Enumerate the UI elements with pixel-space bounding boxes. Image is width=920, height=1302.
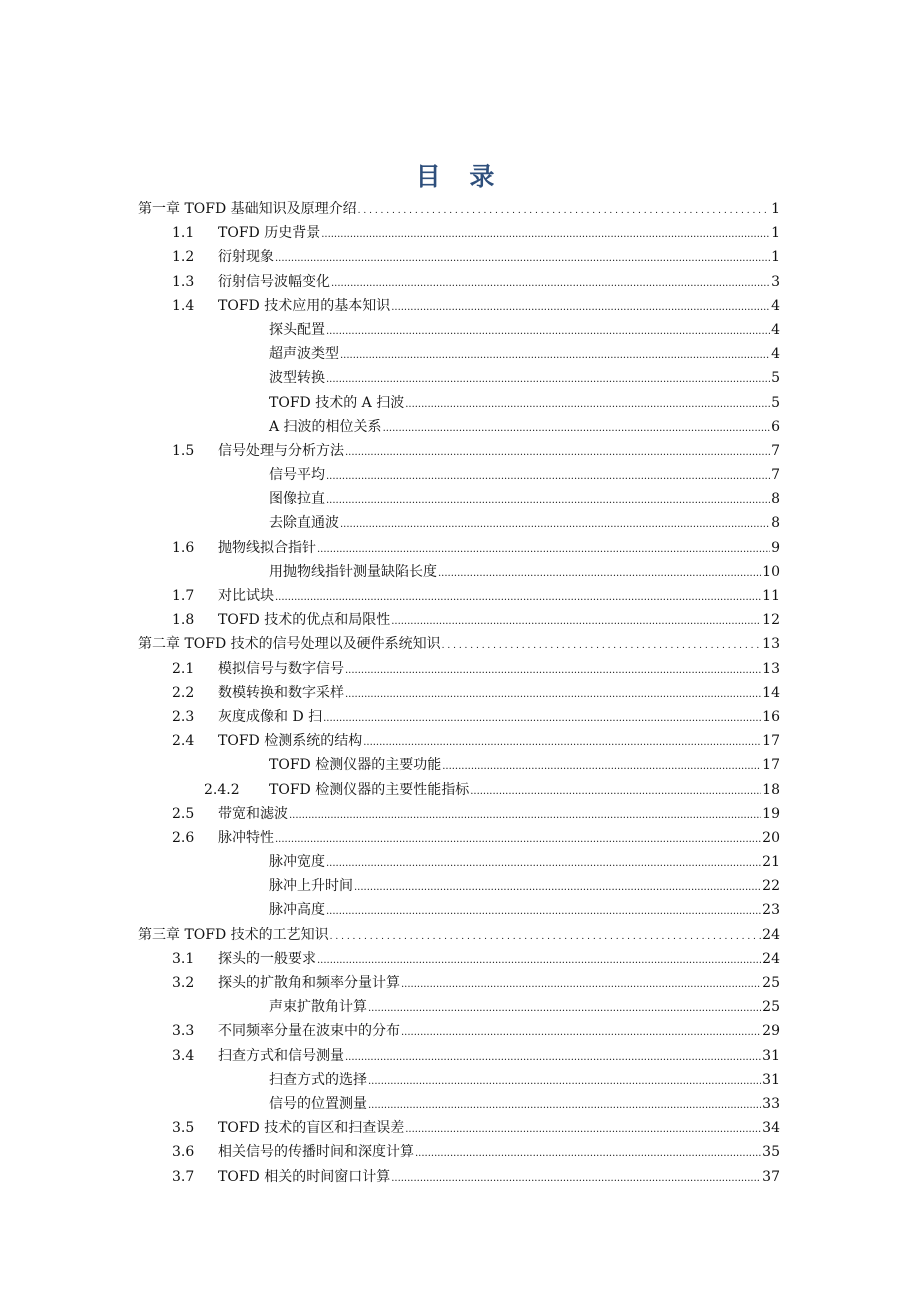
toc-entry[interactable] [138, 391, 780, 415]
toc-leader-dots [340, 511, 770, 537]
toc-entry[interactable] [138, 1140, 780, 1164]
toc-entry-page: 13 [762, 660, 780, 677]
toc-entry[interactable] [138, 1068, 780, 1092]
toc-entry-page: 17 [762, 733, 780, 750]
toc-leader-dots [442, 632, 762, 658]
toc-leader-dots [326, 898, 761, 924]
toc-entry-number: 2.4.2 [204, 781, 240, 798]
toc-entry[interactable] [138, 1116, 780, 1140]
toc-entry-title: TOFD 技术的优点和局限性 [218, 612, 391, 629]
toc-leader-dots [368, 995, 761, 1021]
toc-entry-title: TOFD 相关的时间窗口计算 [218, 1168, 391, 1185]
toc-entry-title: 图像拉直 [269, 491, 325, 508]
toc-entry[interactable] [138, 923, 780, 947]
toc-entry-page: 13 [762, 636, 780, 653]
toc-entry[interactable] [138, 705, 780, 729]
toc-entry-title: TOFD 检测仪器的主要功能 [269, 757, 442, 774]
toc-leader-dots [326, 318, 770, 344]
toc-leader-dots [289, 802, 761, 828]
table-of-contents [138, 197, 780, 1189]
toc-entry[interactable] [138, 874, 780, 898]
toc-entry-page: 6 [771, 418, 780, 435]
toc-entry-title: 用抛物线指针测量缺陷长度 [269, 563, 437, 580]
toc-leader-dots [317, 536, 770, 562]
toc-leader-dots [275, 584, 761, 610]
toc-entry[interactable] [138, 439, 780, 463]
toc-entry-page: 21 [762, 854, 780, 871]
toc-entry-page: 31 [762, 1071, 780, 1088]
toc-entry-page: 29 [762, 1023, 780, 1040]
toc-leader-dots [330, 923, 762, 949]
toc-entry[interactable] [138, 487, 780, 511]
toc-entry-title: 探头的一般要求 [218, 950, 316, 967]
toc-entry-number: 3.3 [172, 1023, 195, 1040]
toc-leader-dots [331, 270, 770, 296]
toc-entry-number: 1.6 [172, 539, 195, 556]
toc-entry[interactable] [138, 197, 780, 221]
toc-entry[interactable] [138, 826, 780, 850]
toc-entry-page: 12 [762, 612, 780, 629]
toc-entry-page: 9 [771, 539, 780, 556]
toc-entry-page: 22 [762, 878, 780, 895]
toc-entry[interactable] [138, 608, 780, 632]
toc-leader-dots [391, 294, 770, 320]
toc-entry-page: 19 [762, 805, 780, 822]
toc-leader-dots [345, 657, 761, 683]
toc-entry-number: 1.7 [172, 588, 195, 604]
toc-leader-dots [345, 1044, 761, 1070]
toc-leader-dots [405, 1116, 761, 1142]
toc-entry[interactable] [138, 778, 780, 802]
toc-leader-dots [438, 560, 761, 586]
toc-entry-title: 波型转换 [269, 370, 325, 387]
toc-entry-title: 第三章 TOFD 技术的工艺知识 [138, 926, 329, 943]
toc-leader-dots [354, 874, 761, 900]
toc-leader-dots [345, 439, 770, 465]
toc-entry-page: 3 [771, 273, 780, 290]
toc-entry-title: 信号的位置测量 [269, 1095, 367, 1112]
toc-entry-title: 对比试块 [218, 588, 274, 604]
toc-entry[interactable] [138, 560, 780, 584]
toc-entry[interactable] [138, 681, 780, 705]
toc-entry-page: 25 [762, 975, 780, 991]
toc-leader-dots [345, 681, 761, 707]
toc-entry-title: TOFD 检测仪器的主要性能指标 [269, 781, 470, 798]
toc-entry[interactable] [138, 463, 780, 487]
toc-entry[interactable] [138, 318, 780, 342]
toc-entry[interactable] [138, 657, 780, 681]
toc-entry-page: 11 [762, 588, 780, 604]
toc-entry-number: 3.4 [172, 1047, 195, 1064]
toc-leader-dots [317, 947, 761, 973]
toc-entry[interactable] [138, 294, 780, 318]
toc-entry-page: 25 [762, 999, 780, 1016]
toc-entry-number: 1.3 [172, 273, 195, 290]
toc-entry-title: 探头的扩散角和频率分量计算 [218, 975, 400, 991]
toc-leader-dots [470, 778, 761, 804]
toc-entry-number: 3.7 [172, 1168, 195, 1185]
toc-entry-page: 4 [771, 346, 780, 363]
toc-entry[interactable] [138, 270, 780, 294]
toc-entry-page: 5 [771, 370, 780, 387]
toc-entry-title: 去除直通波 [269, 515, 339, 532]
toc-leader-dots [442, 753, 761, 779]
toc-entry-title: 相关信号的传播时间和深度计算 [218, 1144, 414, 1161]
toc-entry-title: TOFD 历史背景 [218, 225, 321, 242]
toc-entry[interactable] [138, 753, 780, 777]
toc-entry-number: 2.2 [172, 684, 195, 701]
toc-entry-title: 模拟信号与数字信号 [218, 660, 344, 677]
toc-entry-title: 脉冲宽度 [269, 854, 325, 871]
toc-entry-number: 3.6 [172, 1144, 195, 1161]
toc-entry-page: 1 [771, 249, 780, 266]
toc-entry-page: 14 [762, 684, 780, 701]
toc-leader-dots [321, 221, 770, 247]
toc-entry-title: TOFD 技术应用的基本知识 [218, 297, 391, 314]
toc-entry[interactable] [138, 415, 780, 439]
toc-entry[interactable] [138, 342, 780, 366]
toc-entry[interactable] [138, 221, 780, 245]
toc-title: 目 录 [415, 162, 505, 191]
toc-entry-number: 1.2 [172, 249, 195, 266]
toc-entry-number: 3.2 [172, 975, 195, 991]
toc-entry-page: 33 [762, 1095, 780, 1112]
toc-entry-page: 16 [762, 708, 780, 725]
toc-entry[interactable] [138, 947, 780, 971]
toc-entry-page: 4 [771, 321, 780, 338]
toc-entry-number: 1.1 [172, 225, 195, 242]
toc-entry-title: 扫查方式的选择 [269, 1071, 367, 1088]
toc-leader-dots [363, 729, 761, 755]
toc-entry-title: TOFD 技术的 A 扫波 [269, 394, 405, 411]
toc-entry[interactable] [138, 536, 780, 560]
toc-entry-number: 3.5 [172, 1120, 195, 1137]
toc-entry-page: 4 [771, 297, 780, 314]
toc-leader-dots [401, 1019, 761, 1045]
toc-entry-page: 8 [771, 491, 780, 508]
toc-entry-page: 8 [771, 515, 780, 532]
toc-entry-title: 衍射信号波幅变化 [218, 273, 330, 290]
toc-entry[interactable] [138, 584, 780, 608]
toc-entry[interactable] [138, 729, 780, 753]
toc-entry-number: 2.4 [172, 733, 195, 750]
toc-entry-page: 10 [762, 563, 780, 580]
toc-entry[interactable] [138, 632, 780, 656]
toc-leader-dots [368, 1092, 761, 1118]
toc-leader-dots [368, 1068, 761, 1094]
toc-entry[interactable] [138, 971, 780, 995]
toc-entry-number: 2.5 [172, 805, 195, 822]
toc-entry-page: 24 [762, 926, 780, 943]
toc-entry-title: 脉冲高度 [269, 902, 325, 919]
toc-entry-page: 18 [762, 781, 780, 798]
toc-entry-title: 不同频率分量在波束中的分布 [218, 1023, 400, 1040]
toc-entry-title: A 扫波的相位关系 [269, 418, 382, 435]
toc-entry-title: 探头配置 [269, 321, 325, 338]
toc-entry[interactable] [138, 1044, 780, 1068]
toc-leader-dots [391, 608, 761, 634]
toc-entry-title: 信号处理与分析方法 [218, 442, 344, 459]
toc-entry-page: 7 [771, 467, 780, 484]
toc-entry[interactable] [138, 995, 780, 1019]
toc-leader-dots [415, 1140, 761, 1166]
toc-entry-page: 20 [762, 829, 780, 846]
toc-entry-title: 抛物线拟合指针 [218, 539, 316, 556]
toc-entry-page: 37 [762, 1168, 780, 1185]
toc-leader-dots [326, 366, 770, 392]
toc-entry[interactable] [138, 802, 780, 826]
toc-leader-dots [340, 342, 770, 368]
toc-entry-number: 1.8 [172, 612, 195, 629]
toc-leader-dots [405, 391, 770, 417]
toc-entry-page: 1 [771, 201, 780, 217]
toc-leader-dots [326, 487, 770, 513]
toc-entry-title: TOFD 技术的盲区和扫查误差 [218, 1120, 405, 1137]
toc-leader-dots [323, 705, 761, 731]
toc-entry-page: 17 [762, 757, 780, 774]
toc-leader-dots [326, 850, 761, 876]
toc-entry-title: TOFD 检测系统的结构 [218, 733, 363, 750]
toc-entry-page: 1 [771, 225, 780, 242]
toc-entry-title: 脉冲特性 [218, 829, 274, 846]
toc-entry-title: 数模转换和数字采样 [218, 684, 344, 701]
toc-leader-dots [275, 245, 770, 271]
toc-entry-page: 35 [762, 1144, 780, 1161]
toc-leader-dots [383, 415, 771, 441]
toc-entry-number: 2.1 [172, 660, 195, 677]
toc-entry-page: 5 [771, 394, 780, 411]
toc-entry-title: 信号平均 [269, 467, 325, 484]
toc-entry-number: 2.3 [172, 708, 195, 725]
toc-leader-dots [275, 826, 761, 852]
toc-entry-page: 24 [762, 950, 780, 967]
toc-entry-page: 34 [762, 1120, 780, 1137]
toc-leader-dots [401, 971, 761, 997]
toc-entry-page: 31 [762, 1047, 780, 1064]
toc-entry-title: 衍射现象 [218, 249, 274, 266]
toc-entry[interactable] [138, 1092, 780, 1116]
toc-entry[interactable] [138, 1019, 780, 1043]
toc-entry-number: 2.6 [172, 829, 195, 846]
toc-leader-dots [358, 197, 770, 223]
toc-entry-number: 1.4 [172, 297, 195, 314]
toc-entry[interactable] [138, 245, 780, 269]
toc-entry-page: 23 [762, 902, 780, 919]
toc-entry-number: 3.1 [172, 950, 195, 967]
toc-entry-title: 带宽和滤波 [218, 805, 288, 822]
toc-entry-title: 灰度成像和 D 扫 [218, 708, 323, 725]
toc-entry-title: 第一章 TOFD 基础知识及原理介绍 [138, 201, 357, 217]
toc-entry-title: 超声波类型 [269, 346, 339, 363]
toc-entry[interactable] [138, 850, 780, 874]
toc-entry-title: 扫查方式和信号测量 [218, 1047, 344, 1064]
toc-entry-number: 1.5 [172, 442, 195, 459]
toc-entry[interactable] [138, 366, 780, 390]
toc-leader-dots [391, 1165, 761, 1191]
toc-leader-dots [326, 463, 770, 489]
toc-entry-title: 脉冲上升时间 [269, 878, 353, 895]
toc-entry-page: 7 [771, 442, 780, 459]
toc-entry-title: 声束扩散角计算 [269, 999, 367, 1016]
toc-entry-title: 第二章 TOFD 技术的信号处理以及硬件系统知识 [138, 636, 441, 653]
toc-entry[interactable] [138, 898, 780, 922]
toc-entry[interactable] [138, 511, 780, 535]
toc-entry[interactable] [138, 1165, 780, 1189]
